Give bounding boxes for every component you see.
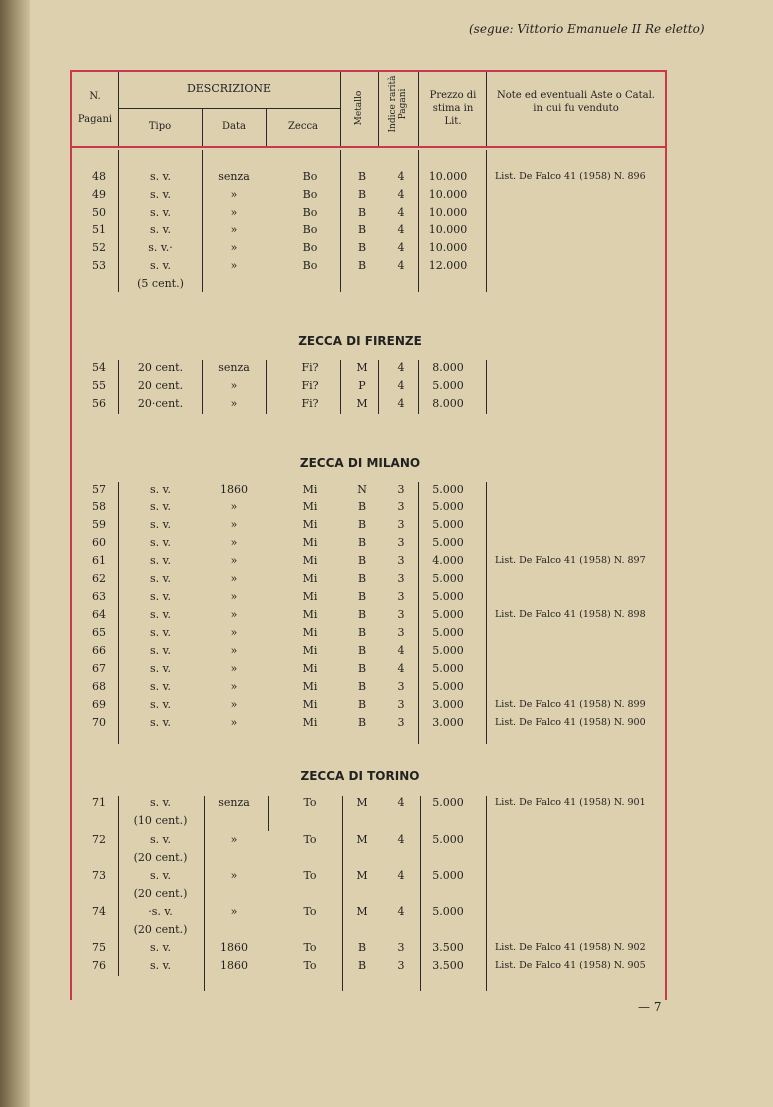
header-metallo: Metallo	[354, 90, 364, 126]
row-number: 53	[92, 259, 106, 272]
row-prezzo: 10.000	[428, 241, 468, 254]
row-prezzo: 5.000	[432, 483, 464, 496]
row-note: List. De Falco 41 (1958) N. 900	[495, 717, 646, 728]
row-number: 52	[92, 241, 106, 254]
row-number: 57	[92, 483, 106, 496]
row-note: List. De Falco 41 (1958) N. 898	[495, 609, 646, 620]
row-number: 65	[92, 626, 106, 639]
row-zecca: Mi	[302, 698, 318, 711]
header-n: N.	[89, 91, 101, 102]
row-indice: 3	[397, 500, 405, 513]
row-metallo: B	[357, 223, 367, 236]
header-divider	[378, 72, 379, 146]
row-tipo: s. v.	[149, 959, 172, 972]
row-number: 75	[92, 941, 106, 954]
row-zecca: Fi?	[301, 361, 319, 374]
row-indice: 3	[397, 716, 405, 729]
row-indice: 3	[397, 590, 405, 603]
row-note: List. De Falco 41 (1958) N. 902	[495, 942, 646, 953]
row-indice: 4	[397, 869, 405, 882]
row-prezzo: 8.000	[432, 397, 464, 410]
row-data: »	[230, 554, 238, 567]
row-metallo: B	[357, 662, 367, 675]
header-zecca: Zecca	[287, 121, 319, 132]
row-prezzo: 10.000	[428, 188, 468, 201]
row-data: 1860	[220, 483, 248, 496]
row-number: 61	[92, 554, 106, 567]
red-rule-top	[70, 70, 667, 72]
row-prezzo: 5.000	[432, 833, 464, 846]
row-zecca: Mi	[302, 716, 318, 729]
header-indice-rarita: Indice rarità Pagani	[388, 75, 408, 133]
row-indice: 4	[397, 905, 405, 918]
row-zecca: Bo	[302, 206, 318, 219]
row-zecca: To	[303, 796, 317, 809]
row-number: 71	[92, 796, 106, 809]
row-indice: 3	[397, 680, 405, 693]
row-indice: 4	[397, 644, 405, 657]
row-metallo: M	[356, 361, 368, 374]
row-number: 74	[92, 905, 106, 918]
row-tipo: s. v.	[149, 662, 172, 675]
row-metallo: B	[357, 554, 367, 567]
row-indice: 3	[397, 626, 405, 639]
row-number: 63	[92, 590, 106, 603]
row-zecca: Fi?	[301, 397, 319, 410]
row-zecca: Mi	[302, 500, 318, 513]
row-tipo: s. v.	[149, 483, 172, 496]
row-data: »	[230, 259, 238, 272]
row-zecca: Mi	[302, 590, 318, 603]
row-metallo: M	[356, 397, 368, 410]
row-data: »	[230, 833, 238, 846]
row-tipo: s. v.	[149, 572, 172, 585]
row-metallo: B	[357, 959, 367, 972]
row-indice: 4	[397, 259, 405, 272]
row-zecca: Mi	[302, 626, 318, 639]
row-prezzo: 3.500	[432, 941, 464, 954]
row-tipo: ·s. v.	[148, 905, 173, 918]
row-prezzo: 10.000	[428, 206, 468, 219]
row-indice: 4	[397, 796, 405, 809]
row-data: »	[230, 869, 238, 882]
header-data: Data	[222, 121, 246, 132]
page-number: — 7	[638, 1000, 662, 1014]
row-tipo: s. v.	[149, 869, 172, 882]
row-data: »	[230, 206, 238, 219]
row-indice: 4	[397, 223, 405, 236]
row-tipo-detail: (5 cent.)	[137, 277, 184, 290]
running-header: (segue: Vittorio Emanuele II Re eletto)	[469, 22, 705, 36]
row-prezzo: 5.000	[432, 796, 464, 809]
row-zecca: Mi	[302, 554, 318, 567]
row-tipo: s. v.	[149, 223, 172, 236]
row-tipo: s. v.	[149, 188, 172, 201]
row-prezzo: 10.000	[428, 223, 468, 236]
row-data: senza	[218, 170, 250, 183]
row-indice: 4	[397, 170, 405, 183]
row-indice: 4	[397, 361, 405, 374]
row-prezzo: 3.000	[432, 698, 464, 711]
row-prezzo: 3.500	[432, 959, 464, 972]
row-number: 58	[92, 500, 106, 513]
row-tipo: s. v.	[149, 941, 172, 954]
row-metallo: P	[358, 379, 366, 392]
row-data: »	[230, 379, 238, 392]
row-zecca: To	[303, 869, 317, 882]
row-data: »	[230, 241, 238, 254]
header-tipo: Tipo	[148, 121, 172, 132]
header-descrizione: DESCRIZIONE	[186, 82, 272, 95]
row-note: List. De Falco 41 (1958) N. 901	[495, 797, 646, 808]
row-metallo: N	[357, 483, 367, 496]
row-indice: 3	[397, 518, 405, 531]
row-tipo: s. v.	[149, 680, 172, 693]
row-number: 55	[92, 379, 106, 392]
section-title-milano: ZECCA DI MILANO	[299, 456, 421, 470]
row-number: 76	[92, 959, 106, 972]
row-zecca: To	[303, 905, 317, 918]
row-tipo: s. v.	[149, 698, 172, 711]
header-divider	[118, 108, 340, 109]
row-tipo-detail: (10 cent.)	[133, 814, 188, 827]
row-note: List. De Falco 41 (1958) N. 905	[495, 960, 646, 971]
row-indice: 4	[397, 397, 405, 410]
row-metallo: B	[357, 716, 367, 729]
row-indice: 3	[397, 608, 405, 621]
row-zecca: Fi?	[301, 379, 319, 392]
row-tipo: s. v.	[149, 796, 172, 809]
row-tipo: 20·cent.	[137, 397, 184, 410]
row-zecca: Mi	[302, 483, 318, 496]
row-number: 68	[92, 680, 106, 693]
row-prezzo: 5.000	[432, 608, 464, 621]
row-tipo-detail: (20 cent.)	[133, 887, 188, 900]
row-number: 67	[92, 662, 106, 675]
row-data: »	[230, 518, 238, 531]
row-data: »	[230, 500, 238, 513]
col-rule	[486, 150, 487, 292]
row-metallo: M	[356, 869, 368, 882]
row-tipo: s. v.	[149, 626, 172, 639]
row-zecca: Mi	[302, 680, 318, 693]
row-tipo: s. v.	[149, 644, 172, 657]
row-prezzo: 5.000	[432, 518, 464, 531]
row-metallo: B	[357, 572, 367, 585]
row-indice: 4	[397, 833, 405, 846]
row-data: »	[230, 698, 238, 711]
row-metallo: B	[357, 518, 367, 531]
row-metallo: B	[357, 259, 367, 272]
row-data: »	[230, 680, 238, 693]
row-prezzo: 5.000	[432, 869, 464, 882]
row-number: 48	[92, 170, 106, 183]
row-indice: 3	[397, 572, 405, 585]
row-metallo: B	[357, 626, 367, 639]
row-note: List. De Falco 41 (1958) N. 896	[495, 171, 646, 182]
row-number: 49	[92, 188, 106, 201]
row-indice: 4	[397, 188, 405, 201]
row-prezzo: 5.000	[432, 536, 464, 549]
row-tipo: s. v.	[149, 206, 172, 219]
row-data: »	[230, 716, 238, 729]
row-data: »	[230, 223, 238, 236]
row-tipo: 20 cent.	[137, 379, 184, 392]
row-metallo: B	[357, 170, 367, 183]
row-data: »	[230, 662, 238, 675]
row-zecca: Bo	[302, 223, 318, 236]
row-metallo: B	[357, 188, 367, 201]
row-number: 70	[92, 716, 106, 729]
row-metallo: B	[357, 698, 367, 711]
row-zecca: Mi	[302, 608, 318, 621]
row-data: »	[230, 644, 238, 657]
row-tipo: s. v.	[149, 554, 172, 567]
row-metallo: M	[356, 905, 368, 918]
header-note: Note ed eventuali Aste o Catal. in cui fu venduto	[497, 90, 655, 114]
row-indice: 3	[397, 941, 405, 954]
section-title-firenze: ZECCA DI FIRENZE	[298, 334, 422, 348]
row-metallo: B	[357, 536, 367, 549]
row-prezzo: 3.000	[432, 716, 464, 729]
row-indice: 3	[397, 483, 405, 496]
row-indice: 3	[397, 536, 405, 549]
row-prezzo: 5.000	[432, 662, 464, 675]
row-number: 60	[92, 536, 106, 549]
row-indice: 3	[397, 554, 405, 567]
row-zecca: Bo	[302, 170, 318, 183]
row-note: List. De Falco 41 (1958) N. 897	[495, 555, 646, 566]
row-tipo: s. v.	[149, 500, 172, 513]
row-metallo: B	[357, 206, 367, 219]
row-data: »	[230, 905, 238, 918]
row-indice: 3	[397, 959, 405, 972]
section-title-torino: ZECCA DI TORINO	[300, 769, 420, 783]
header-divider	[418, 72, 419, 146]
row-number: 56	[92, 397, 106, 410]
header-divider	[340, 72, 341, 146]
row-zecca: Bo	[302, 188, 318, 201]
row-zecca: Bo	[302, 259, 318, 272]
row-number: 59	[92, 518, 106, 531]
row-zecca: Mi	[302, 644, 318, 657]
row-tipo: s. v.	[149, 259, 172, 272]
row-metallo: B	[357, 241, 367, 254]
row-zecca: To	[303, 941, 317, 954]
row-data: senza	[218, 361, 250, 374]
row-number: 72	[92, 833, 106, 846]
row-metallo: B	[357, 680, 367, 693]
row-zecca: To	[303, 833, 317, 846]
row-tipo: s. v.·	[148, 241, 173, 254]
row-prezzo: 5.000	[432, 626, 464, 639]
row-zecca: Mi	[302, 518, 318, 531]
row-data: »	[230, 608, 238, 621]
row-tipo: s. v.	[149, 518, 172, 531]
col-rule	[486, 796, 487, 991]
book-spine-shadow	[0, 0, 30, 1107]
row-data: »	[230, 590, 238, 603]
row-tipo: s. v.	[149, 716, 172, 729]
row-number: 50	[92, 206, 106, 219]
row-tipo: s. v.	[149, 590, 172, 603]
row-prezzo: 5.000	[432, 500, 464, 513]
row-prezzo: 10.000	[428, 170, 468, 183]
header-pagani: Pagani	[77, 114, 113, 125]
row-indice: 4	[397, 206, 405, 219]
row-tipo: 20 cent.	[137, 361, 184, 374]
row-metallo: M	[356, 833, 368, 846]
row-zecca: Mi	[302, 536, 318, 549]
row-number: 66	[92, 644, 106, 657]
row-data: »	[230, 536, 238, 549]
row-data: »	[230, 188, 238, 201]
row-indice: 4	[397, 241, 405, 254]
row-prezzo: 5.000	[432, 905, 464, 918]
row-note: List. De Falco 41 (1958) N. 899	[495, 699, 646, 710]
row-prezzo: 12.000	[428, 259, 468, 272]
row-zecca: Mi	[302, 572, 318, 585]
row-number: 54	[92, 361, 106, 374]
red-rule-header	[70, 146, 667, 148]
row-prezzo: 8.000	[432, 361, 464, 374]
row-zecca: To	[303, 959, 317, 972]
row-data: 1860	[220, 941, 248, 954]
row-number: 64	[92, 608, 106, 621]
row-data: »	[230, 626, 238, 639]
row-prezzo: 5.000	[432, 680, 464, 693]
row-number: 62	[92, 572, 106, 585]
row-zecca: Bo	[302, 241, 318, 254]
red-rule-right	[665, 70, 667, 1000]
row-prezzo: 5.000	[432, 572, 464, 585]
row-indice: 4	[397, 379, 405, 392]
row-tipo-detail: (20 cent.)	[133, 923, 188, 936]
row-number: 73	[92, 869, 106, 882]
col-rule	[486, 360, 487, 414]
row-zecca: Mi	[302, 662, 318, 675]
row-number: 51	[92, 223, 106, 236]
row-prezzo: 4.000	[432, 554, 464, 567]
row-metallo: B	[357, 941, 367, 954]
row-metallo: B	[357, 644, 367, 657]
row-prezzo: 5.000	[432, 590, 464, 603]
row-data: 1860	[220, 959, 248, 972]
row-tipo: s. v.	[149, 536, 172, 549]
row-tipo-detail: (20 cent.)	[133, 851, 188, 864]
header-divider	[486, 72, 487, 146]
row-data: senza	[218, 796, 250, 809]
row-data: »	[230, 572, 238, 585]
col-rule	[486, 482, 487, 744]
row-indice: 3	[397, 698, 405, 711]
row-data: »	[230, 397, 238, 410]
row-metallo: B	[357, 590, 367, 603]
row-tipo: s. v.	[149, 170, 172, 183]
row-metallo: B	[357, 608, 367, 621]
row-metallo: M	[356, 796, 368, 809]
row-tipo: s. v.	[149, 608, 172, 621]
row-tipo: s. v.	[149, 833, 172, 846]
row-indice: 4	[397, 662, 405, 675]
row-metallo: B	[357, 500, 367, 513]
row-prezzo: 5.000	[432, 644, 464, 657]
header-prezzo: Prezzo di stima in Lit.	[429, 90, 477, 127]
row-number: 69	[92, 698, 106, 711]
row-prezzo: 5.000	[432, 379, 464, 392]
